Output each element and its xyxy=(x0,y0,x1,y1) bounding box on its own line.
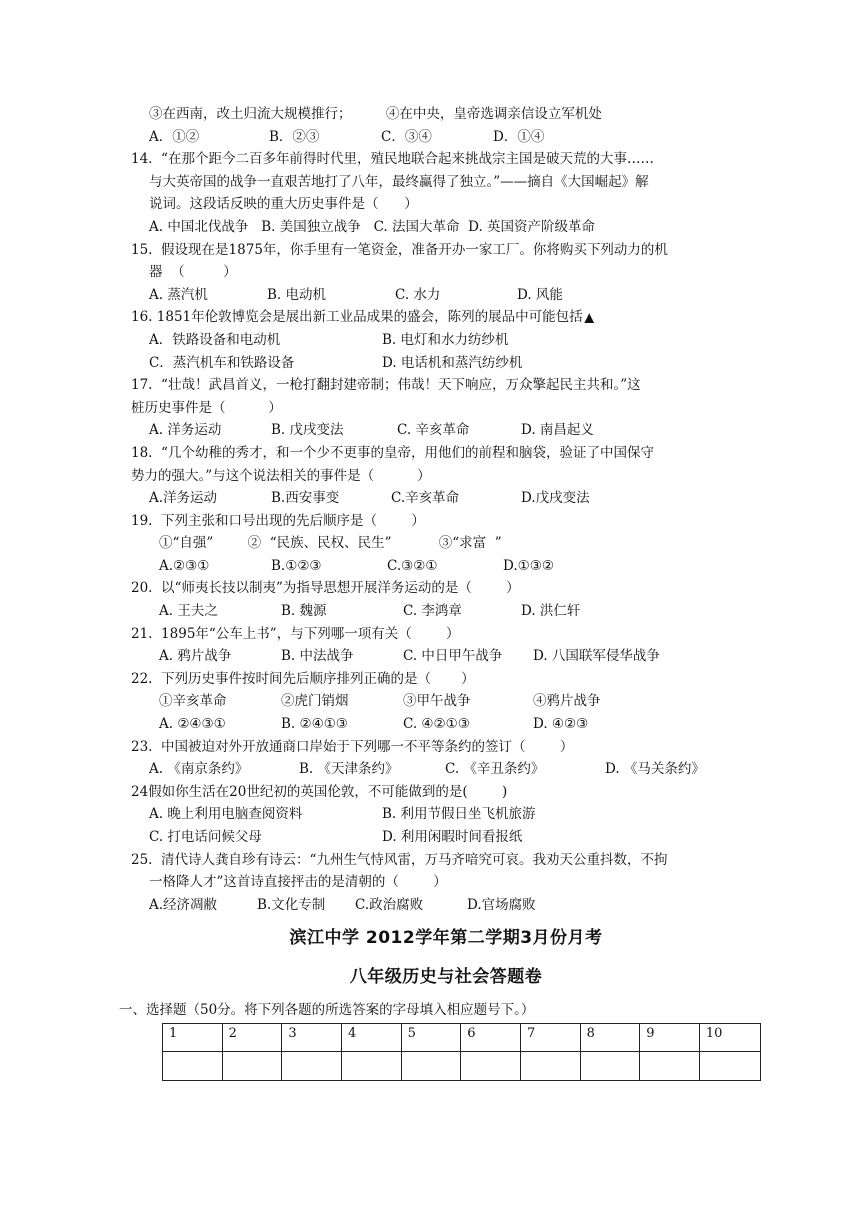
q22-option-c: C. ④②①③ xyxy=(403,716,470,733)
answer-input-row xyxy=(163,1052,761,1081)
q25-text-2: 一格降人才”这首诗直接抨击的是清朝的（ ） xyxy=(149,874,447,891)
question-number-cell: 10 xyxy=(699,1024,760,1052)
q25-option-c: C.政治腐败 xyxy=(355,896,424,913)
q17-text: 17. “壮哉！武昌首义，一枪打翻封建帝制；伟哉！天下响应，万众擎起民主共和。”这 xyxy=(131,377,641,394)
q25-options xyxy=(131,894,761,917)
question-number-cell: 3 xyxy=(282,1024,342,1052)
q20-option-d: D. 洪仁轩 xyxy=(521,603,581,620)
q21-option-d: D. 八国联军侵华战争 xyxy=(533,648,660,665)
q18-option-c: C.辛亥革命 xyxy=(391,490,460,507)
q17-option-a: A. 洋务运动 xyxy=(149,422,222,439)
q25-option-d: D.官场腐败 xyxy=(467,896,536,913)
answer-cell[interactable] xyxy=(341,1052,401,1081)
question-number-cell: 1 xyxy=(163,1024,223,1052)
q22-option-a: A. ②④③① xyxy=(159,716,226,733)
q24-option-c: C. 打电话问候父母 xyxy=(149,829,262,845)
question-number-cell: 7 xyxy=(520,1024,580,1052)
school-title: 滨江中学 2012学年第二学期3月份月考 xyxy=(289,928,603,949)
q16-option-a: A．铁路设备和电动机 xyxy=(149,331,281,348)
q15-option-d: D. 风能 xyxy=(517,286,563,303)
q23-options xyxy=(131,758,761,781)
q18-text-2: 势力的强大。”与这个说法相关的事件是（ ） xyxy=(131,467,431,484)
exam-content xyxy=(119,103,761,1081)
q21-option-a: A. 鸦片战争 xyxy=(159,648,232,665)
answer-cell[interactable] xyxy=(699,1052,760,1081)
question-number-cell: 9 xyxy=(640,1024,700,1052)
q25-option-a: A.经济凋敝 xyxy=(149,896,218,913)
paper-title: 八年级历史与社会答题卷 xyxy=(349,966,543,987)
q13-options xyxy=(131,126,761,149)
q13-option-a: A．①② xyxy=(149,128,200,145)
answer-cell[interactable] xyxy=(163,1052,223,1081)
q15-text: 15. 假设现在是1875年，你手里有一笔资金，准备开办一家工厂。你将购买下列动力的机 xyxy=(131,241,668,258)
q13-option-line: ③在西南，改土归流大规模推行； ④在中央，皇帝选调亲信设立军机处 xyxy=(149,106,602,122)
answer-cell[interactable] xyxy=(401,1052,461,1081)
q16-options-1 xyxy=(131,329,761,352)
q23-option-d: D. 《马关条约》 xyxy=(605,761,705,778)
q13-option-b: B．②③ xyxy=(269,128,320,145)
question-number-cell: 5 xyxy=(401,1024,461,1052)
triangle-marker-icon: ▲ xyxy=(584,310,594,325)
q14-text: 14. “在那个距今二百多年前得时代里，殖民地联合起来挑战宗主国是破天荒的大事…… xyxy=(131,151,654,168)
q22-item-3: ③甲午战争 xyxy=(403,693,471,710)
q15-option-a: A. 蒸汽机 xyxy=(149,286,208,303)
answer-table xyxy=(162,1023,761,1081)
q17-option-d: D. 南昌起义 xyxy=(521,422,594,439)
q14-options: A. 中国北伐战争 B. 美国独立战争 C. 法国大革命 D. 英国资产阶级革命 xyxy=(149,218,596,235)
section-heading: 一、选择题（50分。将下列各题的所选答案的字母填入相应题号下。） xyxy=(119,1001,535,1018)
q18-option-b: B.西安事变 xyxy=(271,490,340,507)
q17-option-b: B. 戊戌变法 xyxy=(271,422,344,439)
q23-option-c: C. 《辛丑条约》 xyxy=(445,761,545,778)
q16-text-body: 16. 1851年伦敦博览会是展出新工业品成果的盛会，陈列的展品中可能包括 xyxy=(131,309,583,326)
q20-option-a: A. 王夫之 xyxy=(159,603,218,620)
q20-option-b: B. 魏源 xyxy=(281,603,327,620)
q25-option-b: B.文化专制 xyxy=(257,896,326,913)
q20-text: 20. 以“师夷长技以制夷”为指导思想开展洋务运动的是（ ） xyxy=(131,580,520,597)
q24-text: 24假如你生活在20世纪初的英国伦敦，不可能做到的是( ) xyxy=(131,783,508,800)
q15-options xyxy=(131,284,761,307)
q22-item-1: ①辛亥革命 xyxy=(159,693,227,710)
q19-option-b: B.①②③ xyxy=(271,557,322,574)
q14-text-3: 说词。这段话反映的重大历史事件是（ ） xyxy=(149,196,418,213)
q25-text: 25. 清代诗人龚自珍有诗云：“九州生气恃风雷，万马齐喑究可哀。我劝天公重抖数，不拘 xyxy=(131,851,668,868)
q22-option-b: B. ②④①③ xyxy=(281,716,348,733)
q20-options xyxy=(131,600,761,623)
q13-option-d: D．①④ xyxy=(493,128,545,145)
q22-options xyxy=(131,713,761,736)
answer-cell[interactable] xyxy=(282,1052,342,1081)
q15-text-2: 器 （ ） xyxy=(149,264,237,281)
q22-items xyxy=(131,690,761,713)
answer-cell[interactable] xyxy=(461,1052,521,1081)
q24-option-d: D. 利用闲暇时间看报纸 xyxy=(382,829,523,845)
q22-item-2: ②虎门销烟 xyxy=(281,693,349,710)
q18-options xyxy=(131,487,761,510)
q18-text: 18. “几个幼稚的秀才，和一个少不更事的皇帝，用他们的前程和脑袋，验证了中国保守 xyxy=(131,444,654,461)
q24-option-a: A. 晚上利用电脑查阅资料 xyxy=(149,806,303,823)
q19-option-c: C.③②① xyxy=(387,557,438,574)
q15-option-c: C. 水力 xyxy=(395,286,441,303)
answer-cell[interactable] xyxy=(580,1052,640,1081)
q24-options-1 xyxy=(131,803,761,826)
question-number-cell: 8 xyxy=(580,1024,640,1052)
q23-option-b: B. 《天津条约》 xyxy=(299,761,399,778)
q17-text-2: 桩历史事件是（ ） xyxy=(131,399,282,416)
q22-item-4: ④鸦片战争 xyxy=(533,693,601,710)
answer-cell[interactable] xyxy=(520,1052,580,1081)
q24-option-b: B. 利用节假日坐飞机旅游 xyxy=(382,806,536,823)
question-number-cell: 4 xyxy=(341,1024,401,1052)
q19-items: ①“自强” ② “民族、民权、民生” ③“求富 ” xyxy=(159,535,502,552)
q17-option-c: C. 辛亥革命 xyxy=(397,422,470,439)
q16-text xyxy=(131,306,761,329)
q19-option-d: D.①③② xyxy=(503,557,554,574)
q16-option-d: D. 电话机和蒸汽纺纱机 xyxy=(382,354,523,371)
q23-option-a: A. 《南京条约》 xyxy=(149,761,249,778)
question-number-cell: 2 xyxy=(222,1024,282,1052)
q14-text-2: 与大英帝国的战争一直艰苦地打了八年，最终赢得了独立。”——摘自《大国崛起》解 xyxy=(149,173,649,190)
answer-cell[interactable] xyxy=(222,1052,282,1081)
q16-blank xyxy=(583,309,608,325)
q16-options-2 xyxy=(131,352,761,375)
q22-text: 22. 下列历史事件按时间先后顺序排列正确的是（ ） xyxy=(131,670,475,687)
q19-text: 19. 下列主张和口号出现的先后顺序是（ ） xyxy=(131,512,425,529)
q16-option-b: B. 电灯和水力纺纱机 xyxy=(382,331,509,348)
q20-option-c: C. 李鸿章 xyxy=(403,603,462,620)
answer-number-row xyxy=(163,1024,761,1052)
q23-text: 23. 中国被迫对外开放通商口岸始于下列哪一不平等条约的签订（ ） xyxy=(131,738,574,755)
q15-option-b: B. 电动机 xyxy=(267,286,327,303)
q18-option-a: A.洋务运动 xyxy=(149,490,218,507)
q19-options xyxy=(131,555,761,578)
q21-option-b: B. 中法战争 xyxy=(281,648,354,665)
q19-option-a: A.②③① xyxy=(159,557,210,574)
q18-option-d: D.戊戌变法 xyxy=(521,490,590,507)
q16-option-c: C．蒸汽机车和铁路设备 xyxy=(149,354,295,371)
q17-options xyxy=(131,419,761,442)
q21-options xyxy=(131,645,761,668)
q21-text: 21. 1895年“公车上书”，与下列哪一项有关（ ） xyxy=(131,625,460,642)
answer-cell[interactable] xyxy=(640,1052,700,1081)
q22-option-d: D. ④②③ xyxy=(533,716,589,733)
q21-option-c: C. 中日甲午战争 xyxy=(403,648,503,665)
q24-options-2 xyxy=(131,826,761,849)
q13-option-c: C．③④ xyxy=(381,128,432,145)
question-number-cell: 6 xyxy=(461,1024,521,1052)
